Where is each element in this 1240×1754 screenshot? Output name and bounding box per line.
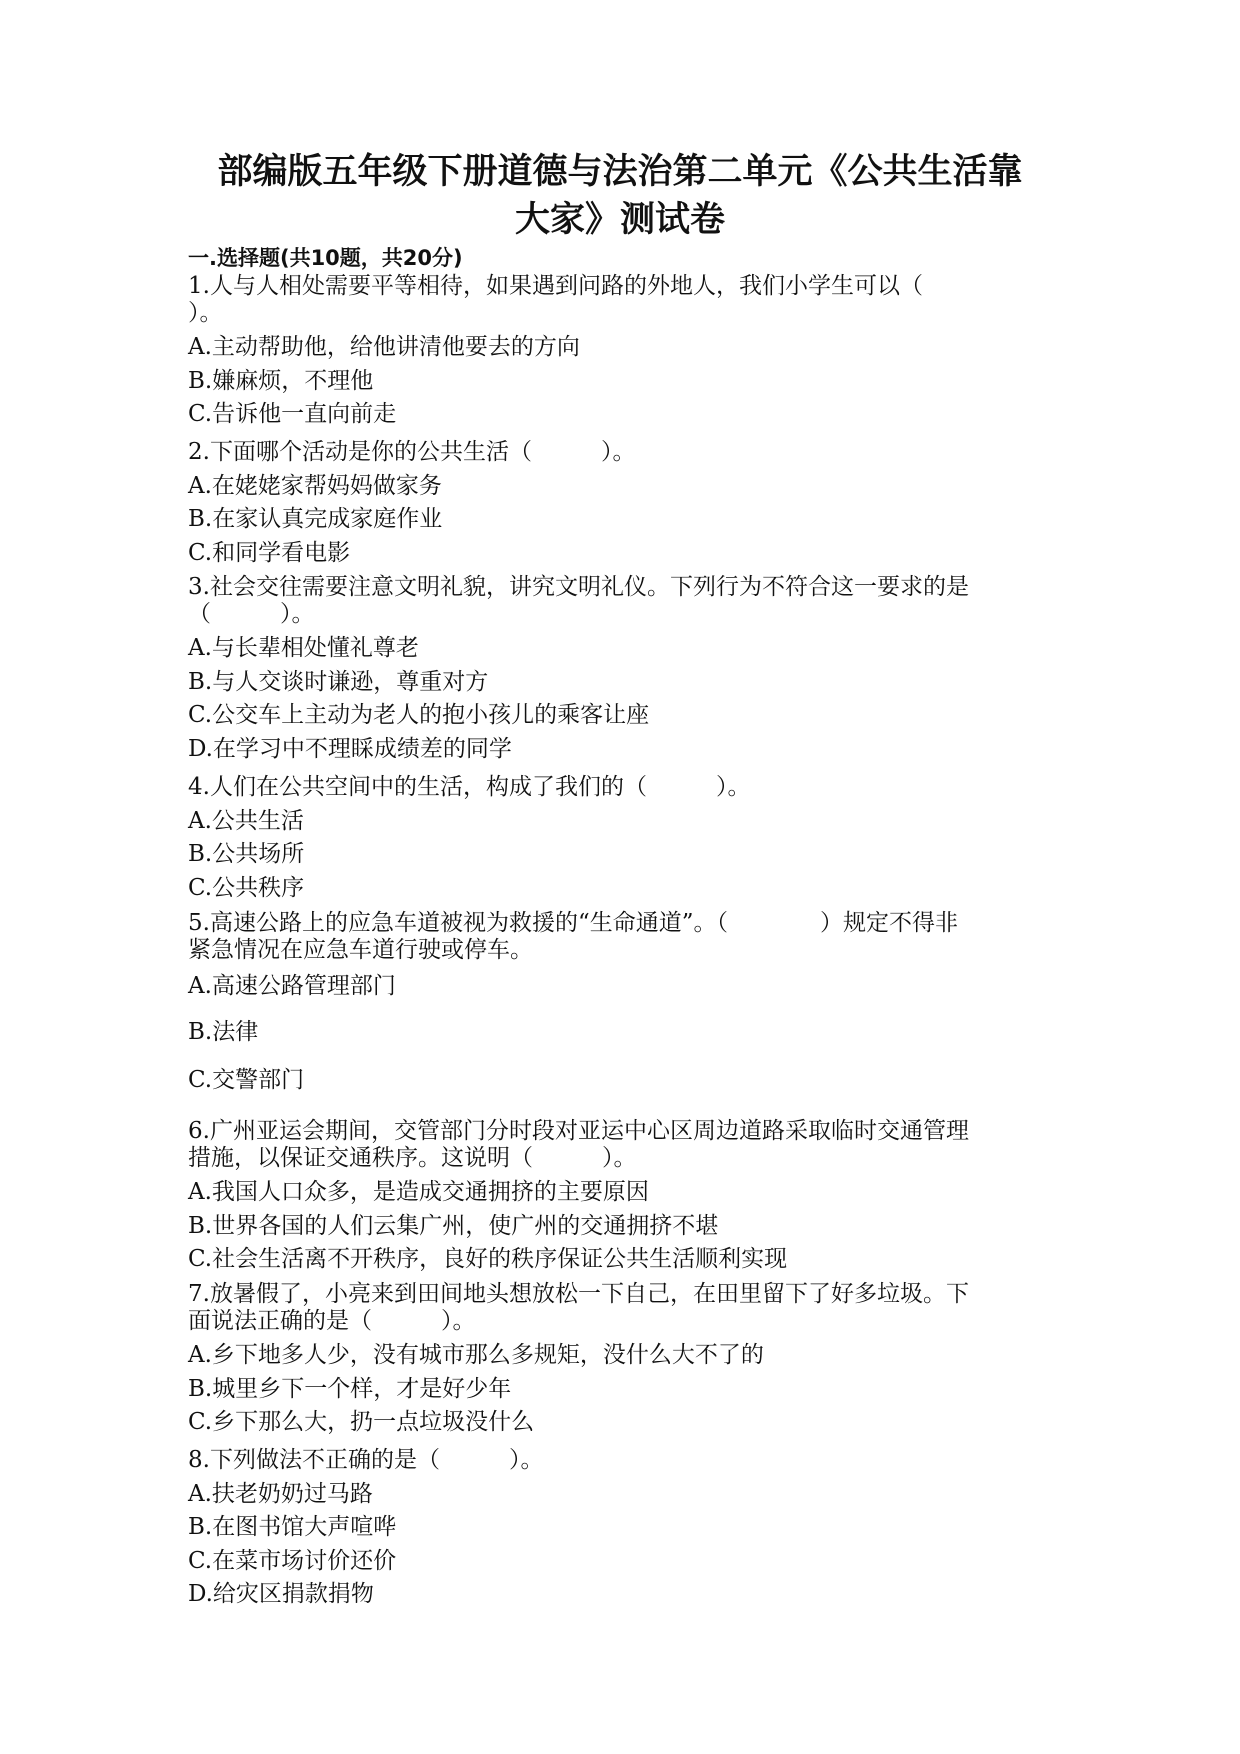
question-7	[188, 1281, 1058, 1440]
question-5	[188, 910, 1058, 1104]
question-6-stem-line-1: 6.广州亚运会期间，交管部门分时段对亚运中心区周边道路采取临时交通管理	[188, 1118, 969, 1144]
question-4-stem: 4.人们在公共空间中的生活，构成了我们的（ ）。	[188, 774, 751, 800]
question-2-option-b: B.在家认真完成家庭作业	[188, 506, 443, 532]
question-6	[188, 1118, 1058, 1277]
question-5-option-b: B.法律	[188, 1019, 259, 1045]
question-1-stem-line-1: 1.人与人相处需要平等相待，如果遇到问路的外地人，我们小学生可以（	[188, 273, 923, 299]
page-title	[150, 148, 1090, 244]
question-4-option-b: B.公共场所	[188, 841, 305, 867]
question-3-option-a: A.与长辈相处懂礼尊老	[188, 635, 419, 661]
question-7-option-c: C.乡下那么大，扔一点垃圾没什么	[188, 1409, 535, 1435]
question-3-option-d: D.在学习中不理睬成绩差的同学	[188, 735, 512, 762]
question-5-option-c: C.交警部门	[188, 1067, 305, 1093]
question-4-option-a: A.公共生活	[188, 807, 304, 834]
question-1-option-a: A.主动帮助他，给他讲清他要去的方向	[188, 334, 580, 360]
question-2	[188, 436, 1058, 570]
question-2-option-a: A.在姥姥家帮妈妈做家务	[188, 472, 442, 499]
question-1-stem-line-2: ）。	[188, 300, 223, 326]
question-6-stem-line-2: 措施，以保证交通秩序。这说明（ ）。	[188, 1145, 637, 1171]
question-3-option-c: C.公交车上主动为老人的抱小孩儿的乘客让座	[188, 702, 650, 728]
question-8	[188, 1444, 1058, 1612]
question-1	[188, 273, 1058, 432]
question-7-option-b: B.城里乡下一个样，才是好少年	[188, 1375, 512, 1402]
question-4	[188, 771, 1058, 905]
question-1-option-b: B.嫌麻烦，不理他	[188, 367, 374, 394]
question-7-stem-line-2: 面说法正确的是（ ）。	[188, 1308, 476, 1334]
question-6-option-a: A.我国人口众多，是造成交通拥挤的主要原因	[188, 1179, 649, 1205]
question-7-stem-line-1: 7.放暑假了，小亮来到田间地头想放松一下自己，在田里留下了好多垃圾。下	[188, 1281, 969, 1307]
question-5-stem-line-2: 紧急情况在应急车道行驶或停车。	[188, 937, 533, 963]
question-8-option-d: D.给灾区捐款捐物	[188, 1581, 374, 1607]
title-line-2: 大家》测试卷	[514, 200, 725, 240]
question-8-option-a: A.扶老奶奶过马路	[188, 1480, 373, 1507]
section-heading: 一.选择题(共10题，共20分)	[188, 246, 463, 270]
question-4-option-c: C.公共秩序	[188, 874, 305, 901]
question-8-option-b: B.在图书馆大声喧哗	[188, 1514, 397, 1540]
question-3-option-b: B.与人交谈时谦逊，尊重对方	[188, 668, 489, 695]
question-5-stem-line-1: 5.高速公路上的应急车道被视为救援的“生命通道”。（ ）规定不得非	[188, 910, 958, 936]
question-3-stem-line-2: （ ）。	[188, 601, 315, 627]
question-8-option-c: C.在菜市场讨价还价	[188, 1547, 397, 1574]
question-2-stem: 2.下面哪个活动是你的公共生活（ ）。	[188, 439, 636, 465]
title-line-1: 部编版五年级下册道德与法治第二单元《公共生活靠	[217, 152, 1023, 192]
question-2-option-c: C.和同学看电影	[188, 539, 351, 566]
question-1-option-c: C.告诉他一直向前走	[188, 401, 397, 427]
question-6-option-b: B.世界各国的人们云集广州，使广州的交通拥挤不堪	[188, 1212, 719, 1239]
question-3-stem-line-1: 3.社会交往需要注意文明礼貌，讲究文明礼仪。下列行为不符合这一要求的是	[188, 574, 969, 600]
question-3	[188, 574, 1058, 766]
question-8-stem: 8.下列做法不正确的是（ ）。	[188, 1447, 544, 1473]
question-5-option-a: A.高速公路管理部门	[188, 973, 396, 999]
question-7-option-a: A.乡下地多人少，没有城市那么多规矩，没什么大不了的	[188, 1342, 764, 1368]
question-6-option-c: C.社会生活离不开秩序，良好的秩序保证公共生活顺利实现	[188, 1246, 788, 1272]
